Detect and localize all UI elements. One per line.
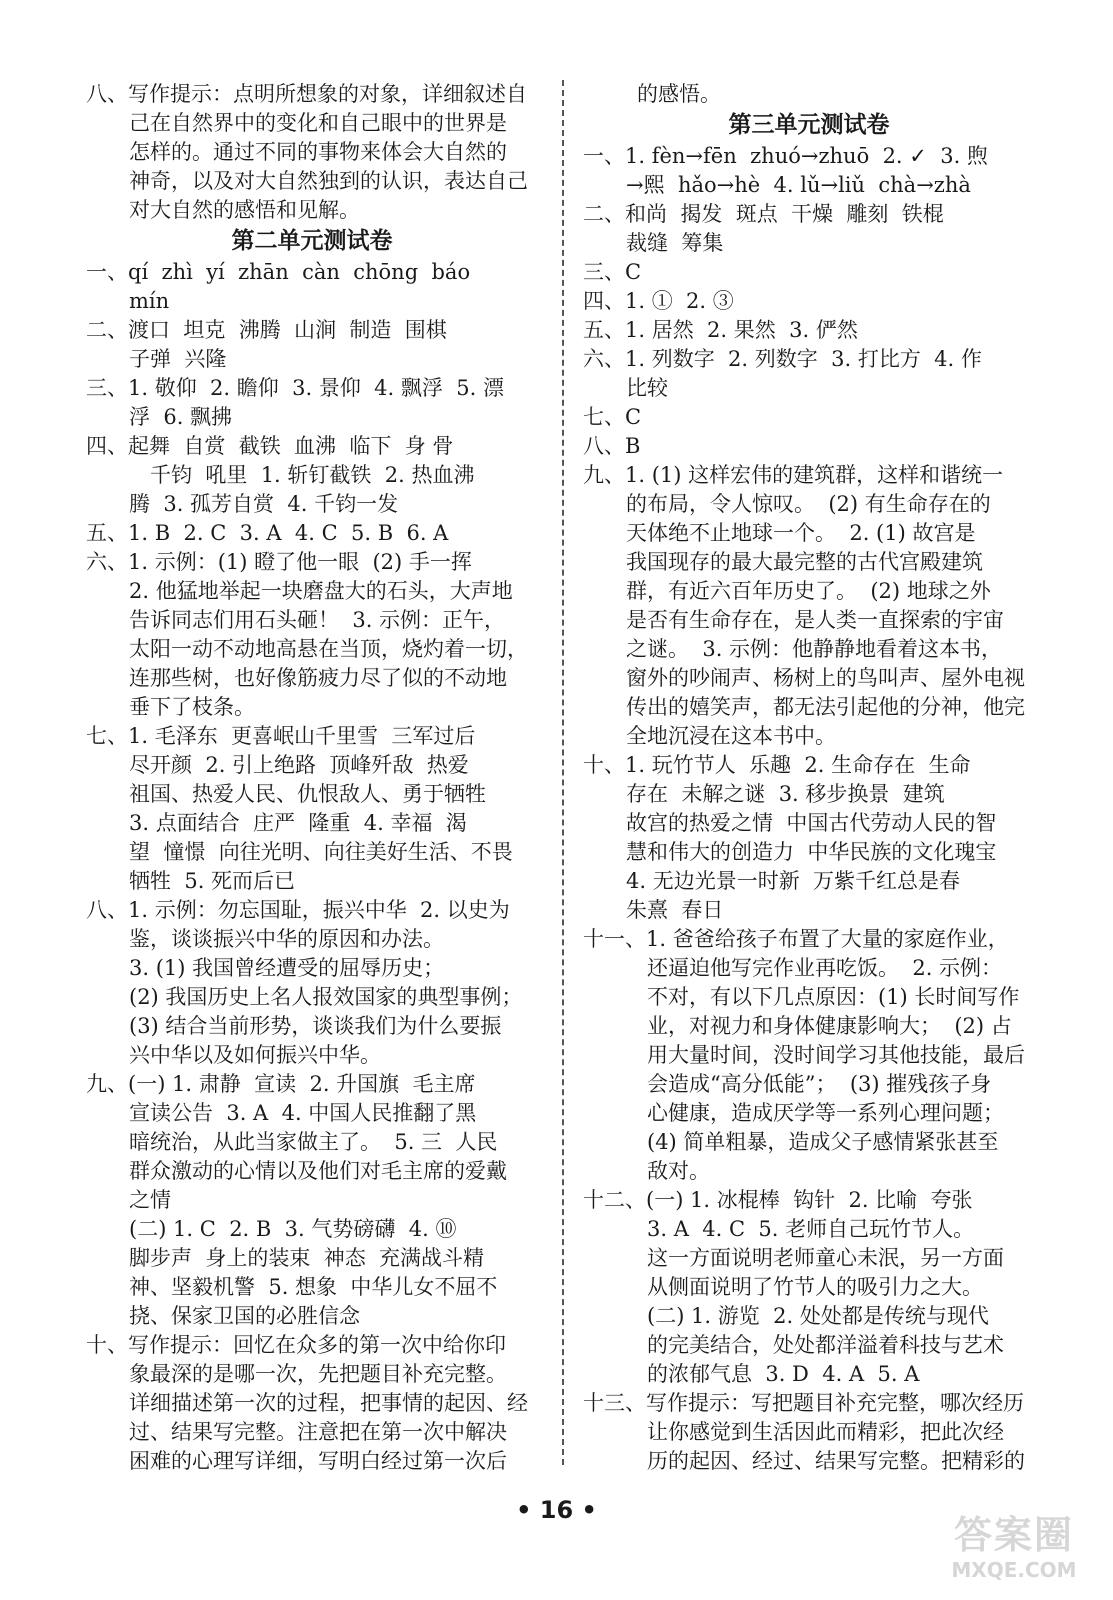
watermark-url: MXQE.COM [951, 1558, 1077, 1582]
answer-line: 五、1. 居然 2. 果然 3. 俨然 [583, 318, 858, 342]
answer-line: 朱熹 春日 [626, 898, 724, 922]
section-heading: 第三单元测试卷 [728, 112, 890, 138]
answer-line: 神、坚毅机警 5. 想象 中华儿女不屈不 [129, 1275, 498, 1299]
answer-line: 鉴，谈谈振兴中华的原因和办法。 [129, 927, 444, 951]
answer-line: 太阳一动不动地高悬在当顶，烧灼着一切， [129, 637, 528, 661]
answer-line: 还逼迫他写完作业再吃饭。 2. 示例： [647, 956, 1003, 980]
answer-line: 连那些树，也好像筋疲力尽了似的不动地 [129, 666, 507, 690]
answer-line: 群，有近六百年历史了。 (2) 地球之外 [626, 579, 991, 603]
answer-line: 会造成“高分低能”； (3) 摧残孩子身 [647, 1072, 992, 1096]
page-number: • 16 • [516, 1496, 597, 1524]
answer-line: 2. 他猛地举起一块磨盘大的石头，大声地 [129, 579, 513, 603]
answer-line: (二) 1. 游览 2. 处处都是传统与现代 [647, 1304, 989, 1328]
answer-line: 脚步声 身上的装束 神态 充满战斗精 [129, 1246, 485, 1270]
answer-line: 的感悟。 [637, 82, 721, 106]
answer-line: 慧和伟大的创造力 中华民族的文化瑰宝 [626, 840, 997, 864]
answer-line: 九、(一) 1. 肃静 宣读 2. 升国旗 毛主席 [86, 1072, 476, 1096]
answer-line: 十、写作提示：回忆在众多的第一次中给你印 [86, 1333, 506, 1357]
answer-line: (2) 我国历史上名人报效国家的典型事例； [129, 985, 523, 1009]
answer-line: 二、和尚 揭发 斑点 干燥 雕刻 铁棍 [583, 202, 944, 226]
answer-line: 用大量时间，没时间学习其他技能，最后 [647, 1043, 1025, 1067]
answer-line: 祖国、热爱人民、仇恨敌人、勇于牺牲 [129, 782, 486, 806]
answer-line: 群众激动的心情以及他们对毛主席的爱戴 [129, 1159, 507, 1183]
right-column [583, 80, 1035, 1476]
answer-line: 八、1. 示例：勿忘国耻，振兴中华 2. 以史为 [86, 898, 510, 922]
answer-line: 尽开颜 2. 引上绝路 顶峰歼敌 热爱 [129, 753, 469, 777]
answer-line: 之情 [129, 1188, 171, 1212]
answer-line: 牺牲 5. 死而后已 [129, 869, 296, 893]
answer-line: 比较 [626, 376, 668, 400]
answer-line: 我国现存的最大最完整的古代宫殿建筑 [626, 550, 983, 574]
answer-line: 浮 6. 飘拂 [129, 405, 233, 429]
answer-line: 故宫的热爱之情 中国古代劳动人民的智 [626, 811, 997, 835]
answer-line: 十一、1. 爸爸给孩子布置了大量的家庭作业， [583, 927, 1009, 951]
answer-line: 3. (1) 我国曾经遭受的屈辱历史； [129, 956, 445, 980]
answer-line: 己在自然界中的变化和自己眼中的世界是 [129, 111, 507, 135]
answer-line: 暗统治，从此当家做主了。 5. 三 人民 [129, 1130, 498, 1154]
answer-line: 十二、(一) 1. 冰棍棒 钩针 2. 比喻 夸张 [583, 1188, 973, 1212]
answer-line: 子弹 兴隆 [129, 347, 227, 371]
answer-line: 让你感觉到生活因此而精彩，把此次经 [647, 1420, 1004, 1444]
answer-line: 千钧 吼里 1. 斩钉截铁 2. 热血沸 [150, 463, 475, 487]
answer-line: 十三、写作提示：写把题目补充完整，哪次经历 [583, 1391, 1024, 1415]
answer-line: 4. 无边光景一时新 万紫千红总是春 [626, 869, 961, 893]
answer-line: 六、1. 示例：(1) 瞪了他一眼 (2) 手一挥 [86, 550, 472, 574]
answer-line: 三、C [583, 260, 642, 284]
answer-line: 怎样的。通过不同的事物来体会大自然的 [129, 140, 507, 164]
answer-line: 象最深的是哪一次，先把题目补充完整。 [129, 1362, 507, 1386]
answer-line: →熙 hǎo→hè 4. lǔ→liǔ chà→zhà [626, 173, 971, 197]
answer-line: 九、1. (1) 这样宏伟的建筑群，这样和谐统一 [583, 463, 1004, 487]
answer-line: 这一方面说明老师童心未泯，另一方面 [647, 1246, 1004, 1270]
watermark [929, 1512, 1099, 1590]
answer-line: 十、1. 玩竹节人 乐趣 2. 生命存在 生命 [583, 753, 971, 777]
answer-line: 五、1. B 2. C 3. A 4. C 5. B 6. A [86, 521, 449, 545]
left-column [86, 80, 538, 1476]
answer-line: 不对，有以下几点原因：(1) 长时间写作 [647, 985, 1020, 1009]
answer-line: 天体绝不止地球一个。 2. (1) 故宫是 [626, 521, 976, 545]
answer-line: 窗外的吵闹声、杨树上的鸟叫声、屋外电视 [626, 666, 1025, 690]
answer-line: (二) 1. C 2. B 3. 气势磅礴 4. ⑩ [129, 1217, 457, 1241]
answer-line: 神奇，以及对大自然独到的认识，表达自己 [129, 169, 528, 193]
answer-line: 八、写作提示：点明所想象的对象，详细叙述自 [86, 82, 527, 106]
answer-line: 对大自然的感悟和见解。 [129, 198, 360, 222]
answer-line: 六、1. 列数字 2. 列数字 3. 打比方 4. 作 [583, 347, 982, 371]
answer-line: 七、C [583, 405, 642, 429]
answer-line: 八、B [583, 434, 641, 458]
answer-line: 三、1. 敬仰 2. 瞻仰 3. 景仰 4. 飘浮 5. 漂 [86, 376, 504, 400]
answer-line: 困难的心理写详细，写明白经过第一次后 [129, 1449, 507, 1473]
answer-line: 告诉同志们用石头砸！ 3. 示例：正午， [129, 608, 506, 632]
answer-line: 从侧面说明了竹节人的吸引力之大。 [647, 1275, 983, 1299]
answer-line: 心健康，造成厌学等一系列心理问题； [647, 1101, 1004, 1125]
answer-line: 二、渡口 坦克 沸腾 山涧 制造 围棋 [86, 318, 447, 342]
answer-line: 裁缝 筹集 [626, 231, 724, 255]
answer-line: (4) 简单粗暴，造成父子感情紧张甚至 [647, 1130, 999, 1154]
answer-line: 存在 未解之谜 3. 移步换景 建筑 [626, 782, 945, 806]
answer-line: mín [129, 289, 170, 313]
answer-line: 敌对。 [647, 1159, 710, 1183]
answer-line: 兴中华以及如何振兴中华。 [129, 1043, 381, 1067]
answer-line: (3) 结合当前形势，谈谈我们为什么要振 [129, 1014, 502, 1038]
answer-line: 望 憧憬 向往光明、向往美好生活、不畏 [129, 840, 513, 864]
section-heading: 第二单元测试卷 [231, 228, 393, 254]
answer-line: 宣读公告 3. A 4. 中国人民推翻了黑 [129, 1101, 477, 1125]
answer-line: 四、1. ① 2. ③ [583, 289, 734, 313]
answer-line: 全地沉浸在这本书中。 [626, 724, 836, 748]
answer-line: 的完美结合，处处都洋溢着科技与艺术 [647, 1333, 1004, 1357]
answer-line: 一、qí zhì yí zhān càn chōng báo [86, 260, 471, 284]
answer-line: 四、起舞 自赏 截铁 血沸 临下 身 骨 [86, 434, 454, 458]
answer-line: 之谜。 3. 示例：他静静地看着这本书， [626, 637, 1003, 661]
answer-line: 的浓郁气息 3. D 4. A 5. A [647, 1362, 920, 1386]
answer-line: 过、结果写完整。注意把在第一次中解决 [129, 1420, 507, 1444]
answer-line: 是否有生命存在，是人类一直探索的宇宙 [626, 608, 1004, 632]
column-divider [562, 80, 564, 1465]
answer-line: 3. 点面结合 庄严 隆重 4. 幸福 渴 [129, 811, 467, 835]
watermark-logo: 答案圈 [953, 1513, 1074, 1557]
answer-line: 垂下了枝条。 [129, 695, 255, 719]
answer-line: 3. A 4. C 5. 老师自己玩竹节人。 [647, 1217, 975, 1241]
answer-line: 详细描述第一次的过程，把事情的起因、经 [129, 1391, 528, 1415]
answer-line: 传出的嬉笑声，都无法引起他的分神，他完 [626, 695, 1025, 719]
answer-line: 历的起因、经过、结果写完整。把精彩的 [647, 1449, 1025, 1473]
answer-line: 挠、保家卫国的必胜信念 [129, 1304, 360, 1328]
answer-line: 的布局，令人惊叹。 (2) 有生命存在的 [626, 492, 991, 516]
answer-line: 腾 3. 孤芳自赏 4. 千钧一发 [129, 492, 399, 516]
answer-line: 七、1. 毛泽东 更喜岷山千里雪 三军过后 [86, 724, 476, 748]
answer-line: 一、1. fèn→fēn zhuó→zhuō 2. ✓ 3. 煦 [583, 144, 988, 168]
answer-line: 业，对视力和身体健康影响大； (2) 占 [647, 1014, 1012, 1038]
